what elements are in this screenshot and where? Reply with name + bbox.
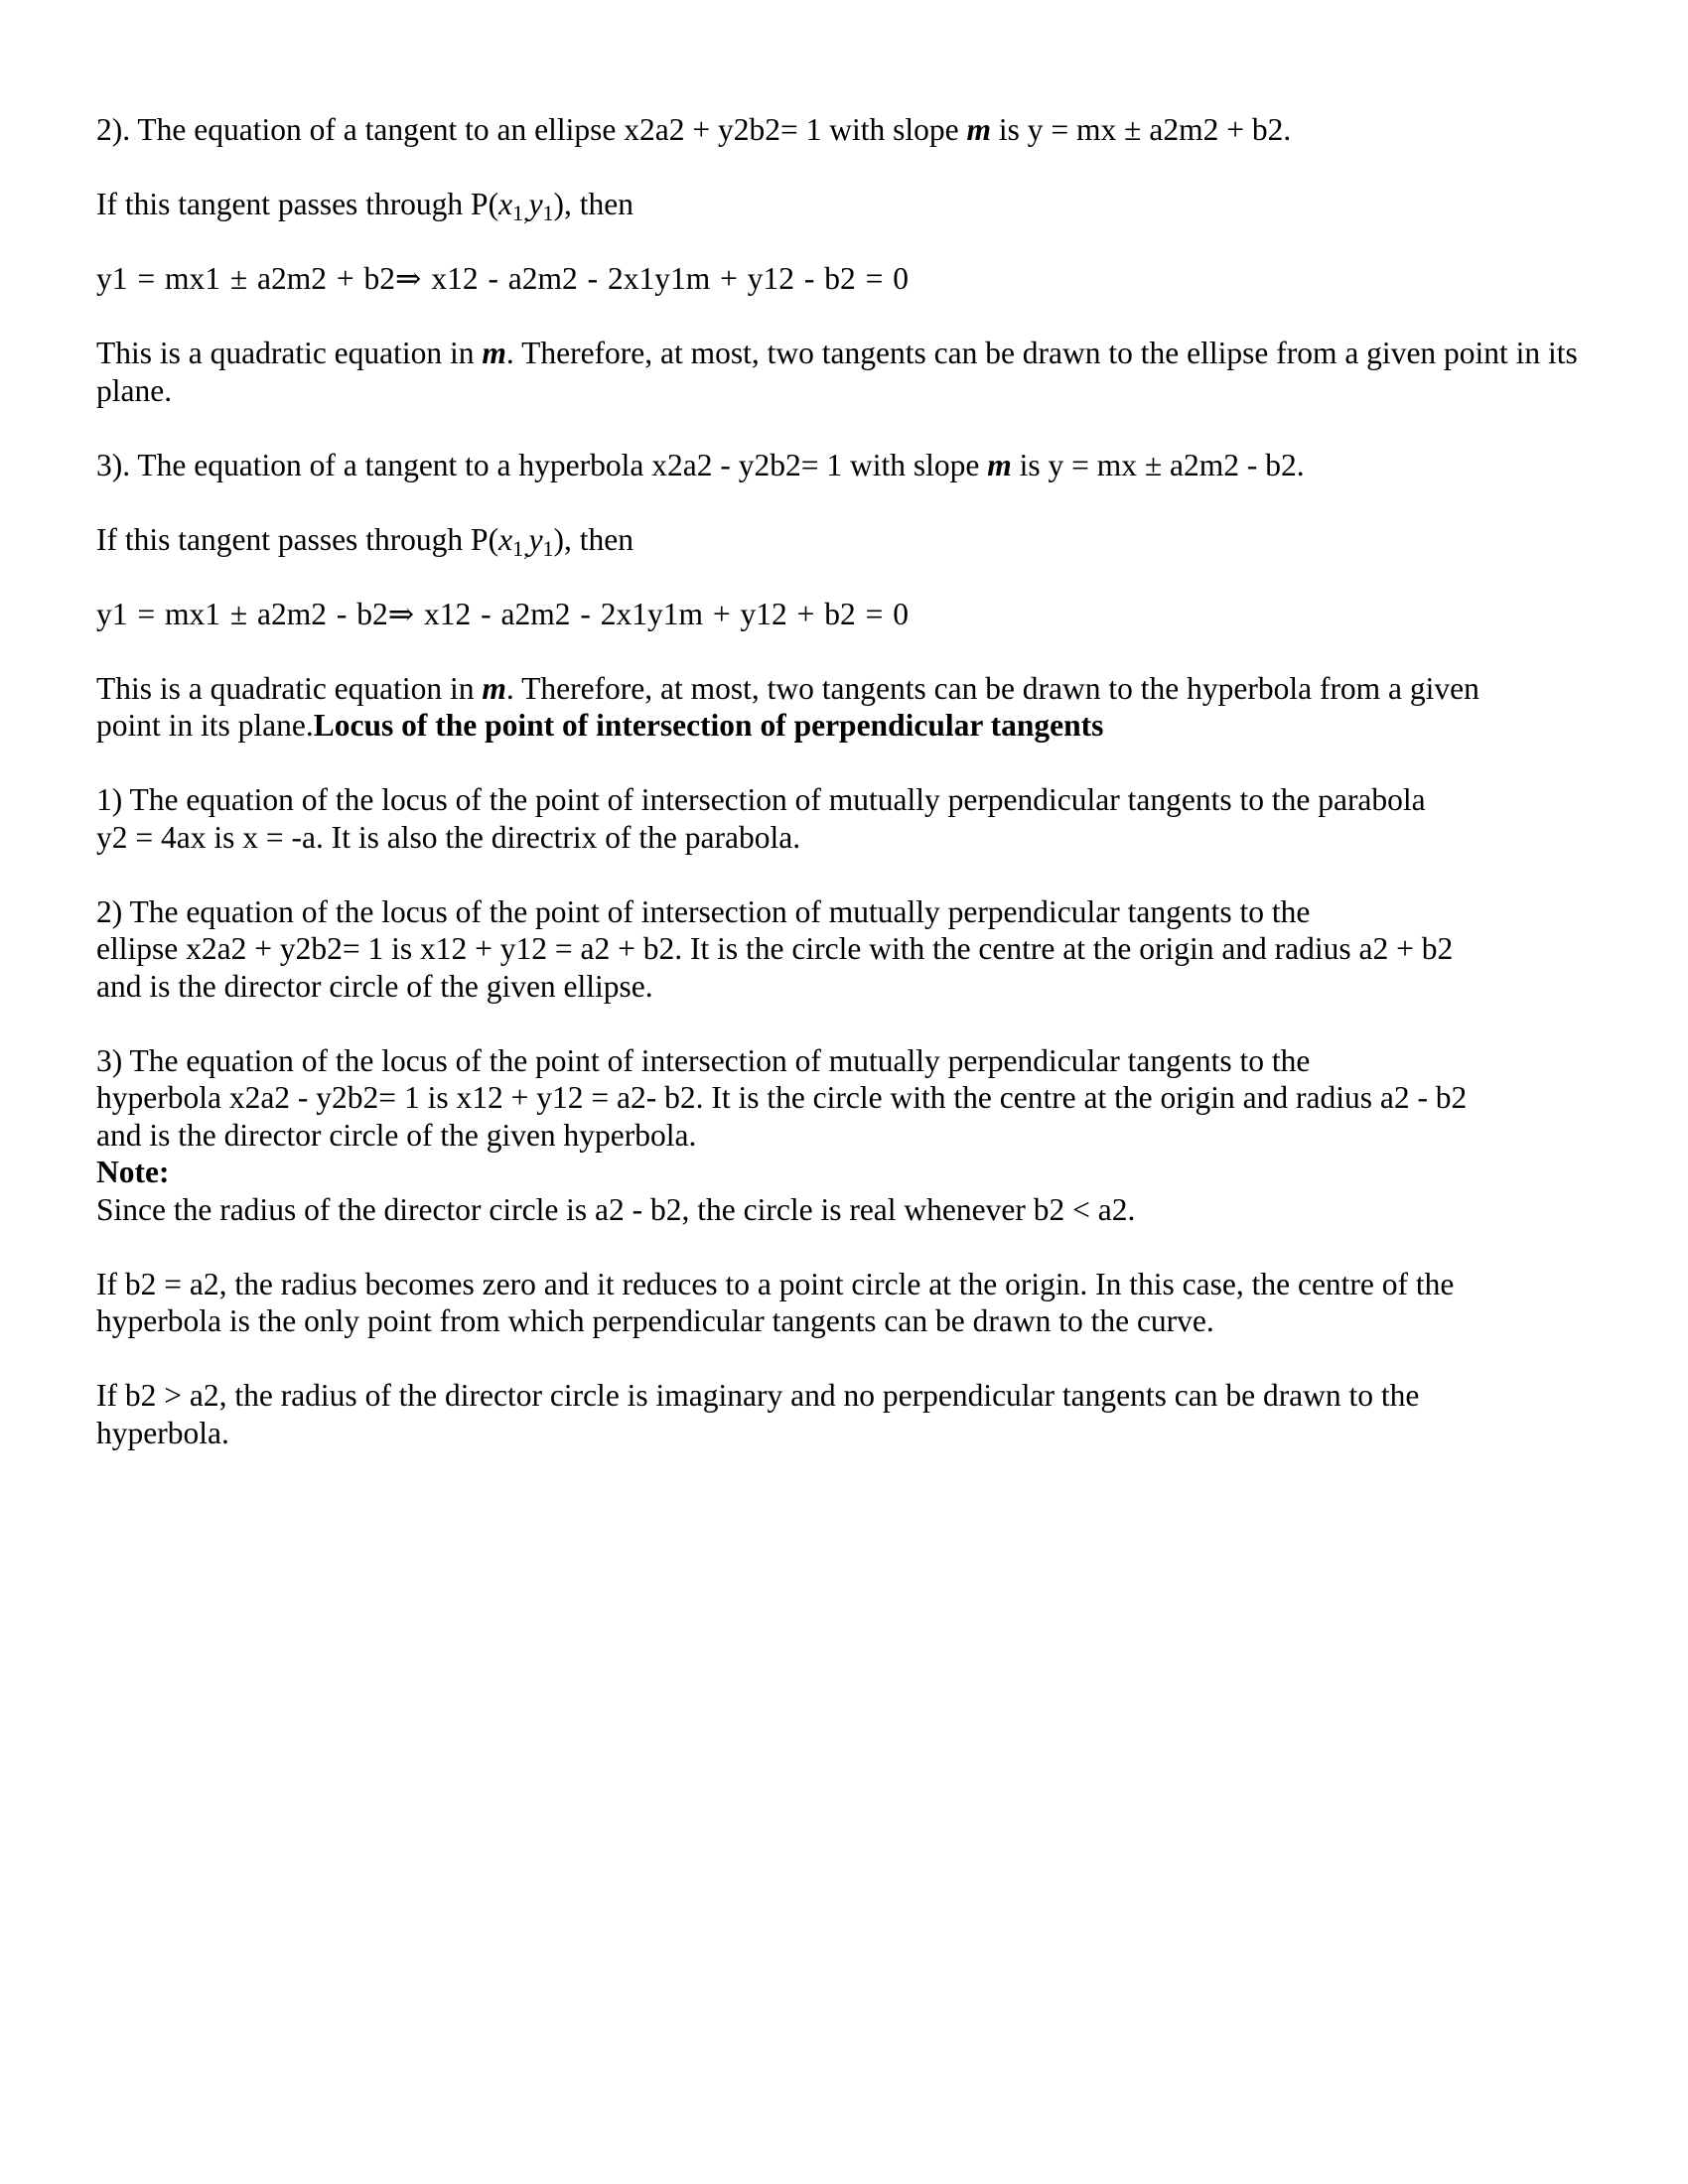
ellipse-quadratic-equation: y1 = mx1 ± a2m2 + b2⇒ x12 - a2m2 - 2x1y1m + y12 - b2 = 0 bbox=[96, 261, 910, 296]
ellipse-tangent-equation-text: is y = mx ± a2m2 + b2. bbox=[991, 112, 1292, 147]
note-greater-line: hyperbola. bbox=[96, 1415, 229, 1450]
locus-parabola bbox=[96, 781, 1625, 856]
hyperbola-quadratic-equation: y1 = mx1 ± a2m2 - b2⇒ x12 - a2m2 - 2x1y1m + y12 + b2 = 0 bbox=[96, 596, 910, 631]
conclusion-prefix: This is a quadratic equation in bbox=[96, 670, 483, 706]
note-greater-case bbox=[96, 1377, 1625, 1451]
point-condition-suffix: ), then bbox=[553, 187, 634, 221]
hyperbola-point-condition bbox=[96, 521, 1625, 559]
slope-variable: m bbox=[482, 336, 506, 370]
note-equal-case bbox=[96, 1266, 1625, 1340]
ellipse-point-condition bbox=[96, 186, 1625, 223]
y1-subscript: 1 bbox=[542, 535, 554, 561]
note-label: Note: bbox=[96, 1155, 170, 1189]
locus-ellipse-line: and is the director circle of the given ellipse. bbox=[96, 968, 653, 1004]
locus-parabola-line: y2 = 4ax is x = -a. It is also the directrix of the parabola. bbox=[96, 819, 801, 855]
note-block bbox=[96, 1154, 1625, 1228]
point-condition-prefix: If this tangent passes through P( bbox=[96, 187, 499, 221]
slope-variable: m bbox=[987, 447, 1012, 482]
y1-variable: y bbox=[528, 187, 543, 221]
hyperbola-conclusion bbox=[96, 670, 1625, 745]
note-greater-line: If b2 > a2, the radius of the director circle is imaginary and no perpendicular tangents can be drawn to the bbox=[96, 1378, 1420, 1413]
locus-hyperbola bbox=[96, 1042, 1625, 1155]
hyperbola-tangent-intro: 3). The equation of a tangent to a hyperbola x2a2 - y2b2= 1 with slope bbox=[96, 447, 988, 482]
x1-subscript: 1 bbox=[512, 201, 524, 225]
x1-variable: x bbox=[498, 187, 513, 221]
y1-variable: y bbox=[528, 521, 543, 557]
slope-variable: m bbox=[482, 670, 506, 706]
y1-subscript: 1 bbox=[542, 201, 554, 225]
note-equal-line: If b2 = a2, the radius becomes zero and it reduces to a point circle at the origin. In this case, the centre of the bbox=[96, 1266, 1455, 1301]
subscript-comma: , bbox=[523, 201, 529, 225]
conclusion-text: . Therefore, at most, two tangents can be drawn to the ellipse from a given point in its plane. bbox=[96, 336, 1578, 408]
locus-hyperbola-line: 3) The equation of the locus of the point of intersection of mutually perpendicular tangents to the bbox=[96, 1042, 1311, 1078]
hyperbola-tangent-equation-text: is y = mx ± a2m2 - b2. bbox=[1011, 447, 1305, 482]
hyperbola-tangent-statement bbox=[96, 447, 1625, 484]
note-equal-line: hyperbola is the only point from which perpendicular tangents can be drawn to the curve. bbox=[96, 1303, 1214, 1338]
x1-subscript: 1 bbox=[512, 535, 524, 561]
ellipse-tangent-statement bbox=[96, 111, 1625, 149]
conclusion-text: . Therefore, at most, two tangents can be drawn to the hyperbola from a given bbox=[505, 670, 1479, 706]
locus-ellipse-line: ellipse x2a2 + y2b2= 1 is x12 + y12 = a2 + b2. It is the circle with the centre at the origin and radius a2 + b2 bbox=[96, 931, 1454, 966]
section-heading: Locus of the point of intersection of perpendicular tangents bbox=[313, 708, 1104, 743]
note-text: Since the radius of the director circle is a2 - b2, the circle is real whenever b2 < a2. bbox=[96, 1191, 1136, 1227]
point-condition-prefix: If this tangent passes through P( bbox=[96, 521, 499, 557]
subscript-comma: , bbox=[523, 535, 529, 561]
point-condition-suffix: ), then bbox=[553, 521, 634, 557]
ellipse-conclusion bbox=[96, 335, 1625, 409]
slope-variable: m bbox=[966, 112, 992, 147]
conclusion-prefix: This is a quadratic equation in bbox=[96, 336, 483, 370]
locus-ellipse bbox=[96, 893, 1625, 1006]
locus-parabola-line: 1) The equation of the locus of the point of intersection of mutually perpendicular tangents to the parabola bbox=[96, 782, 1426, 817]
locus-hyperbola-line: and is the director circle of the given hyperbola. bbox=[96, 1117, 697, 1153]
document-page bbox=[96, 111, 1625, 1489]
conclusion-text-end: point in its plane. bbox=[96, 708, 314, 743]
locus-ellipse-line: 2) The equation of the locus of the point of intersection of mutually perpendicular tangents to the bbox=[96, 893, 1311, 929]
locus-hyperbola-line: hyperbola x2a2 - y2b2= 1 is x12 + y12 = a2- b2. It is the circle with the centre at the origin and radius a2 - b2 bbox=[96, 1080, 1468, 1115]
ellipse-tangent-intro: 2). The equation of a tangent to an ellipse x2a2 + y2b2= 1 with slope bbox=[96, 112, 967, 147]
x1-variable: x bbox=[498, 521, 513, 557]
